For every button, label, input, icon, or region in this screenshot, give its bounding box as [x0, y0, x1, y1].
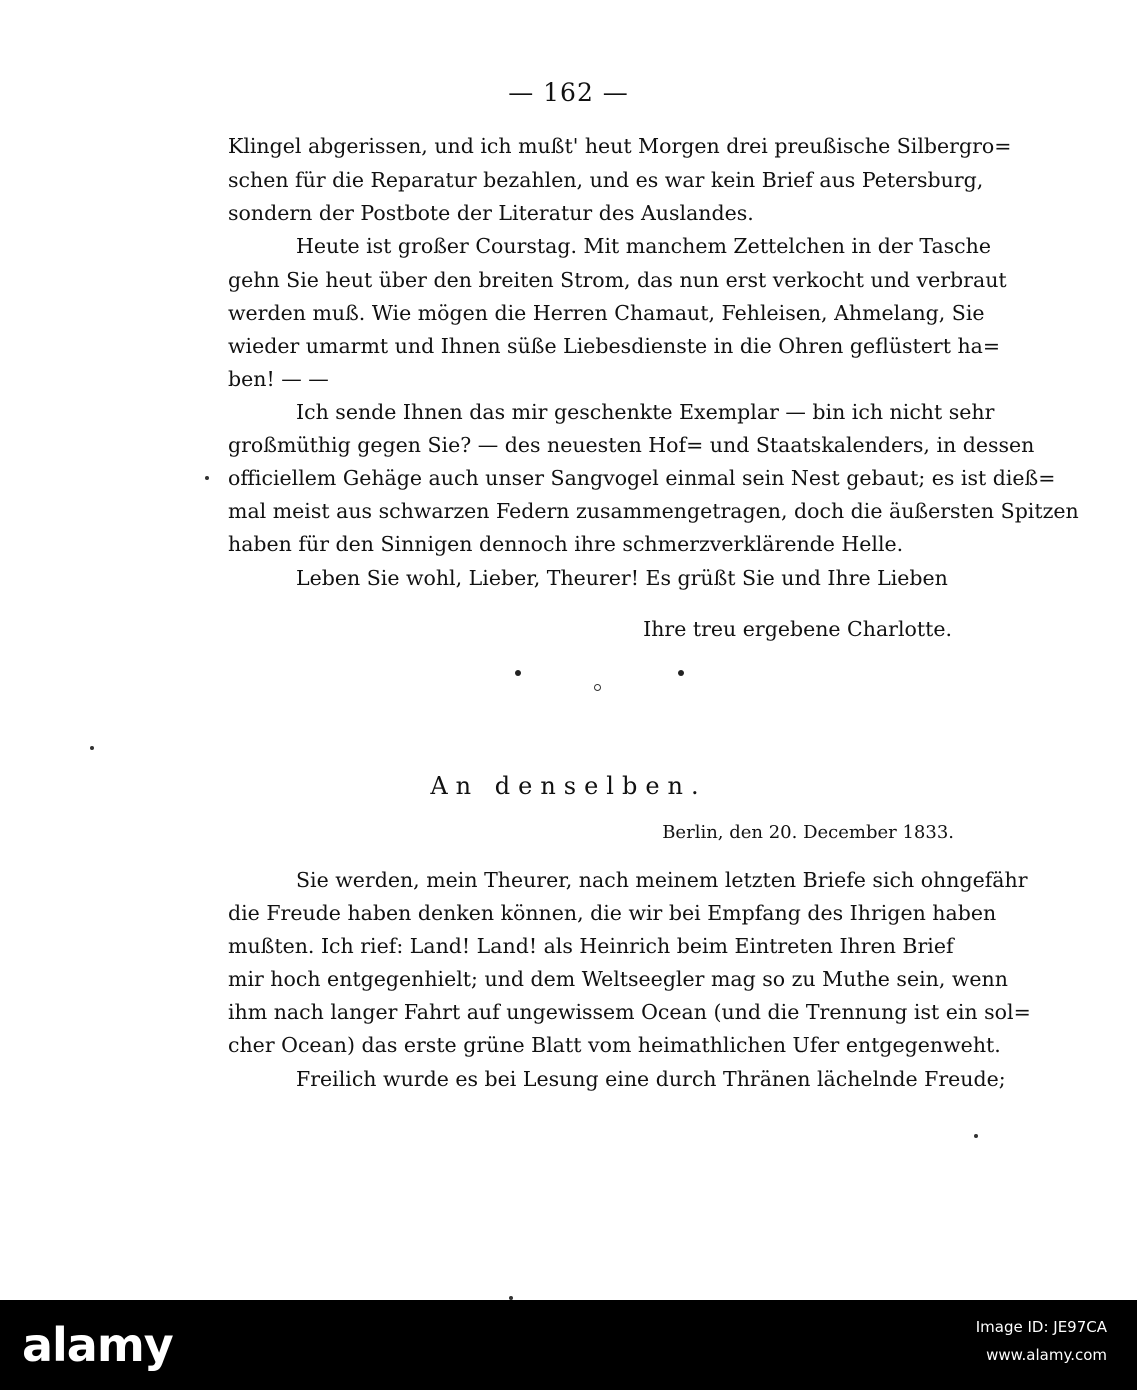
text-line: wieder umarmt und Ihnen süße Liebesdienste in die Ohren geflüstert ha= [228, 334, 1001, 358]
text-line: die Freude haben denken können, die wir bei Empfang des Ihrigen haben [228, 901, 997, 925]
text-line: haben für den Sinnigen dennoch ihre schmerzverklärende Helle. [228, 532, 904, 556]
scan-speck [90, 746, 94, 750]
text-line: officiellem Gehäge auch unser Sangvogel einmal sein Nest gebaut; es ist dieß= [228, 466, 1056, 490]
text-line: Freilich wurde es bei Lesung eine durch Thränen lächelnde Freude; [296, 1067, 1006, 1091]
image-id-text: Image ID: JE97CA [975, 1318, 1107, 1336]
text-line: schen für die Reparatur bezahlen, und es war kein Brief aus Petersburg, [228, 168, 984, 192]
text-line: Sie werden, mein Theurer, nach meinem letzten Briefe sich ohngefähr [296, 868, 1028, 892]
separator-dot [515, 670, 521, 676]
text-line: Leben Sie wohl, Lieber, Theurer! Es grüßt Sie und Ihre Lieben [296, 566, 948, 590]
separator-dot [594, 684, 601, 691]
text-line: mir hoch entgegenhielt; und dem Weltseegler mag so zu Muthe sein, wenn [228, 967, 1008, 991]
letter-signature: Ihre treu ergebene Charlotte. [643, 617, 952, 641]
text-line: ihm nach langer Fahrt auf ungewissem Ocean (und die Trennung ist ein sol= [228, 1000, 1031, 1024]
letter-dateline: Berlin, den 20. December 1833. [662, 822, 954, 843]
text-line: mal meist aus schwarzen Federn zusammengetragen, doch die äußersten Spitzen [228, 499, 1079, 523]
text-line: Ich sende Ihnen das mir geschenkte Exemplar — bin ich nicht sehr [296, 400, 995, 424]
scan-speck [205, 476, 209, 480]
text-line: gehn Sie heut über den breiten Strom, das nun erst verkocht und verbraut [228, 268, 1007, 292]
watermark-url: www.alamy.com [986, 1346, 1107, 1364]
text-line: werden muß. Wie mögen die Herren Chamaut, Fehleisen, Ahmelang, Sie [228, 301, 985, 325]
separator-dot [678, 670, 684, 676]
text-line: mußten. Ich rief: Land! Land! als Heinrich beim Eintreten Ihren Brief [228, 934, 954, 958]
text-line: Klingel abgerissen, und ich mußt' heut Morgen drei preußische Silbergro= [228, 134, 1012, 158]
text-line: Heute ist großer Courstag. Mit manchem Zettelchen in der Tasche [296, 234, 991, 258]
text-line: ben! — — [228, 367, 329, 391]
text-line: sondern der Postbote der Literatur des Auslandes. [228, 201, 754, 225]
page-number: — 162 — [508, 78, 629, 107]
alamy-logo: alamy [22, 1318, 173, 1372]
section-heading: An denselben. [430, 772, 707, 800]
scan-speck [974, 1134, 978, 1138]
text-line: cher Ocean) das erste grüne Blatt vom heimathlichen Ufer entgegenweht. [228, 1033, 1001, 1057]
text-line: großmüthig gegen Sie? — des neuesten Hof= und Staatskalenders, in dessen [228, 433, 1035, 457]
stock-watermark-bar [0, 1300, 1137, 1390]
